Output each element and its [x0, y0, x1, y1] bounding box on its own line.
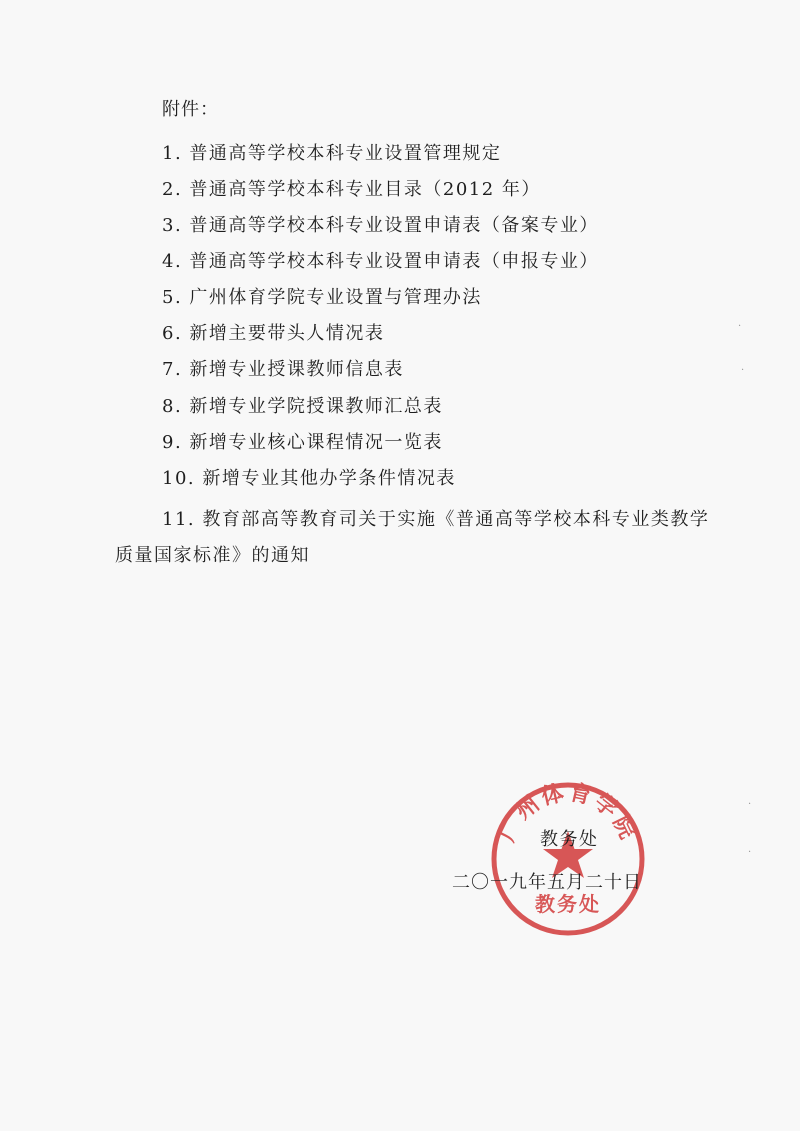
scan-speck: ·: [748, 799, 752, 810]
attachment-item-6: 6. 新增主要带头人情况表: [162, 323, 385, 344]
attachment-item-10: 10. 新增专业其他办学条件情况表: [162, 468, 456, 489]
svg-text:广州体育学院: 广州体育学院: [494, 779, 642, 846]
signature-office: 教务处: [540, 829, 599, 850]
attachment-item-8: 8. 新增专业学院授课教师汇总表: [162, 396, 443, 417]
scan-speck: ·: [748, 847, 752, 858]
attachment-item-2: 2. 普通高等学校本科专业目录（2012 年）: [162, 179, 541, 200]
scan-speck: ·: [741, 365, 745, 376]
attachment-item-9: 9. 新增专业核心课程情况一览表: [162, 432, 443, 453]
attachment-item-11: 11. 教育部高等教育司关于实施《普通高等学校本科专业类教学: [162, 509, 710, 530]
official-seal: [488, 779, 648, 939]
attachment-item-7: 7. 新增专业授课教师信息表: [162, 359, 404, 380]
signature-date: 二〇一九年五月二十日: [452, 872, 642, 893]
attachment-item-4: 4. 普通高等学校本科专业设置申请表（申报专业）: [162, 251, 599, 272]
attachment-item-1: 1. 普通高等学校本科专业设置管理规定: [162, 143, 502, 164]
scan-speck: ·: [738, 321, 742, 332]
attachment-item-11-continuation: 质量国家标准》的通知: [115, 545, 310, 566]
attachment-item-5: 5. 广州体育学院专业设置与管理办法: [162, 287, 482, 308]
svg-text:教务处: 教务处: [535, 892, 601, 916]
attachment-item-3: 3. 普通高等学校本科专业设置申请表（备案专业）: [162, 215, 599, 236]
attachments-heading: 附件：: [162, 99, 219, 120]
